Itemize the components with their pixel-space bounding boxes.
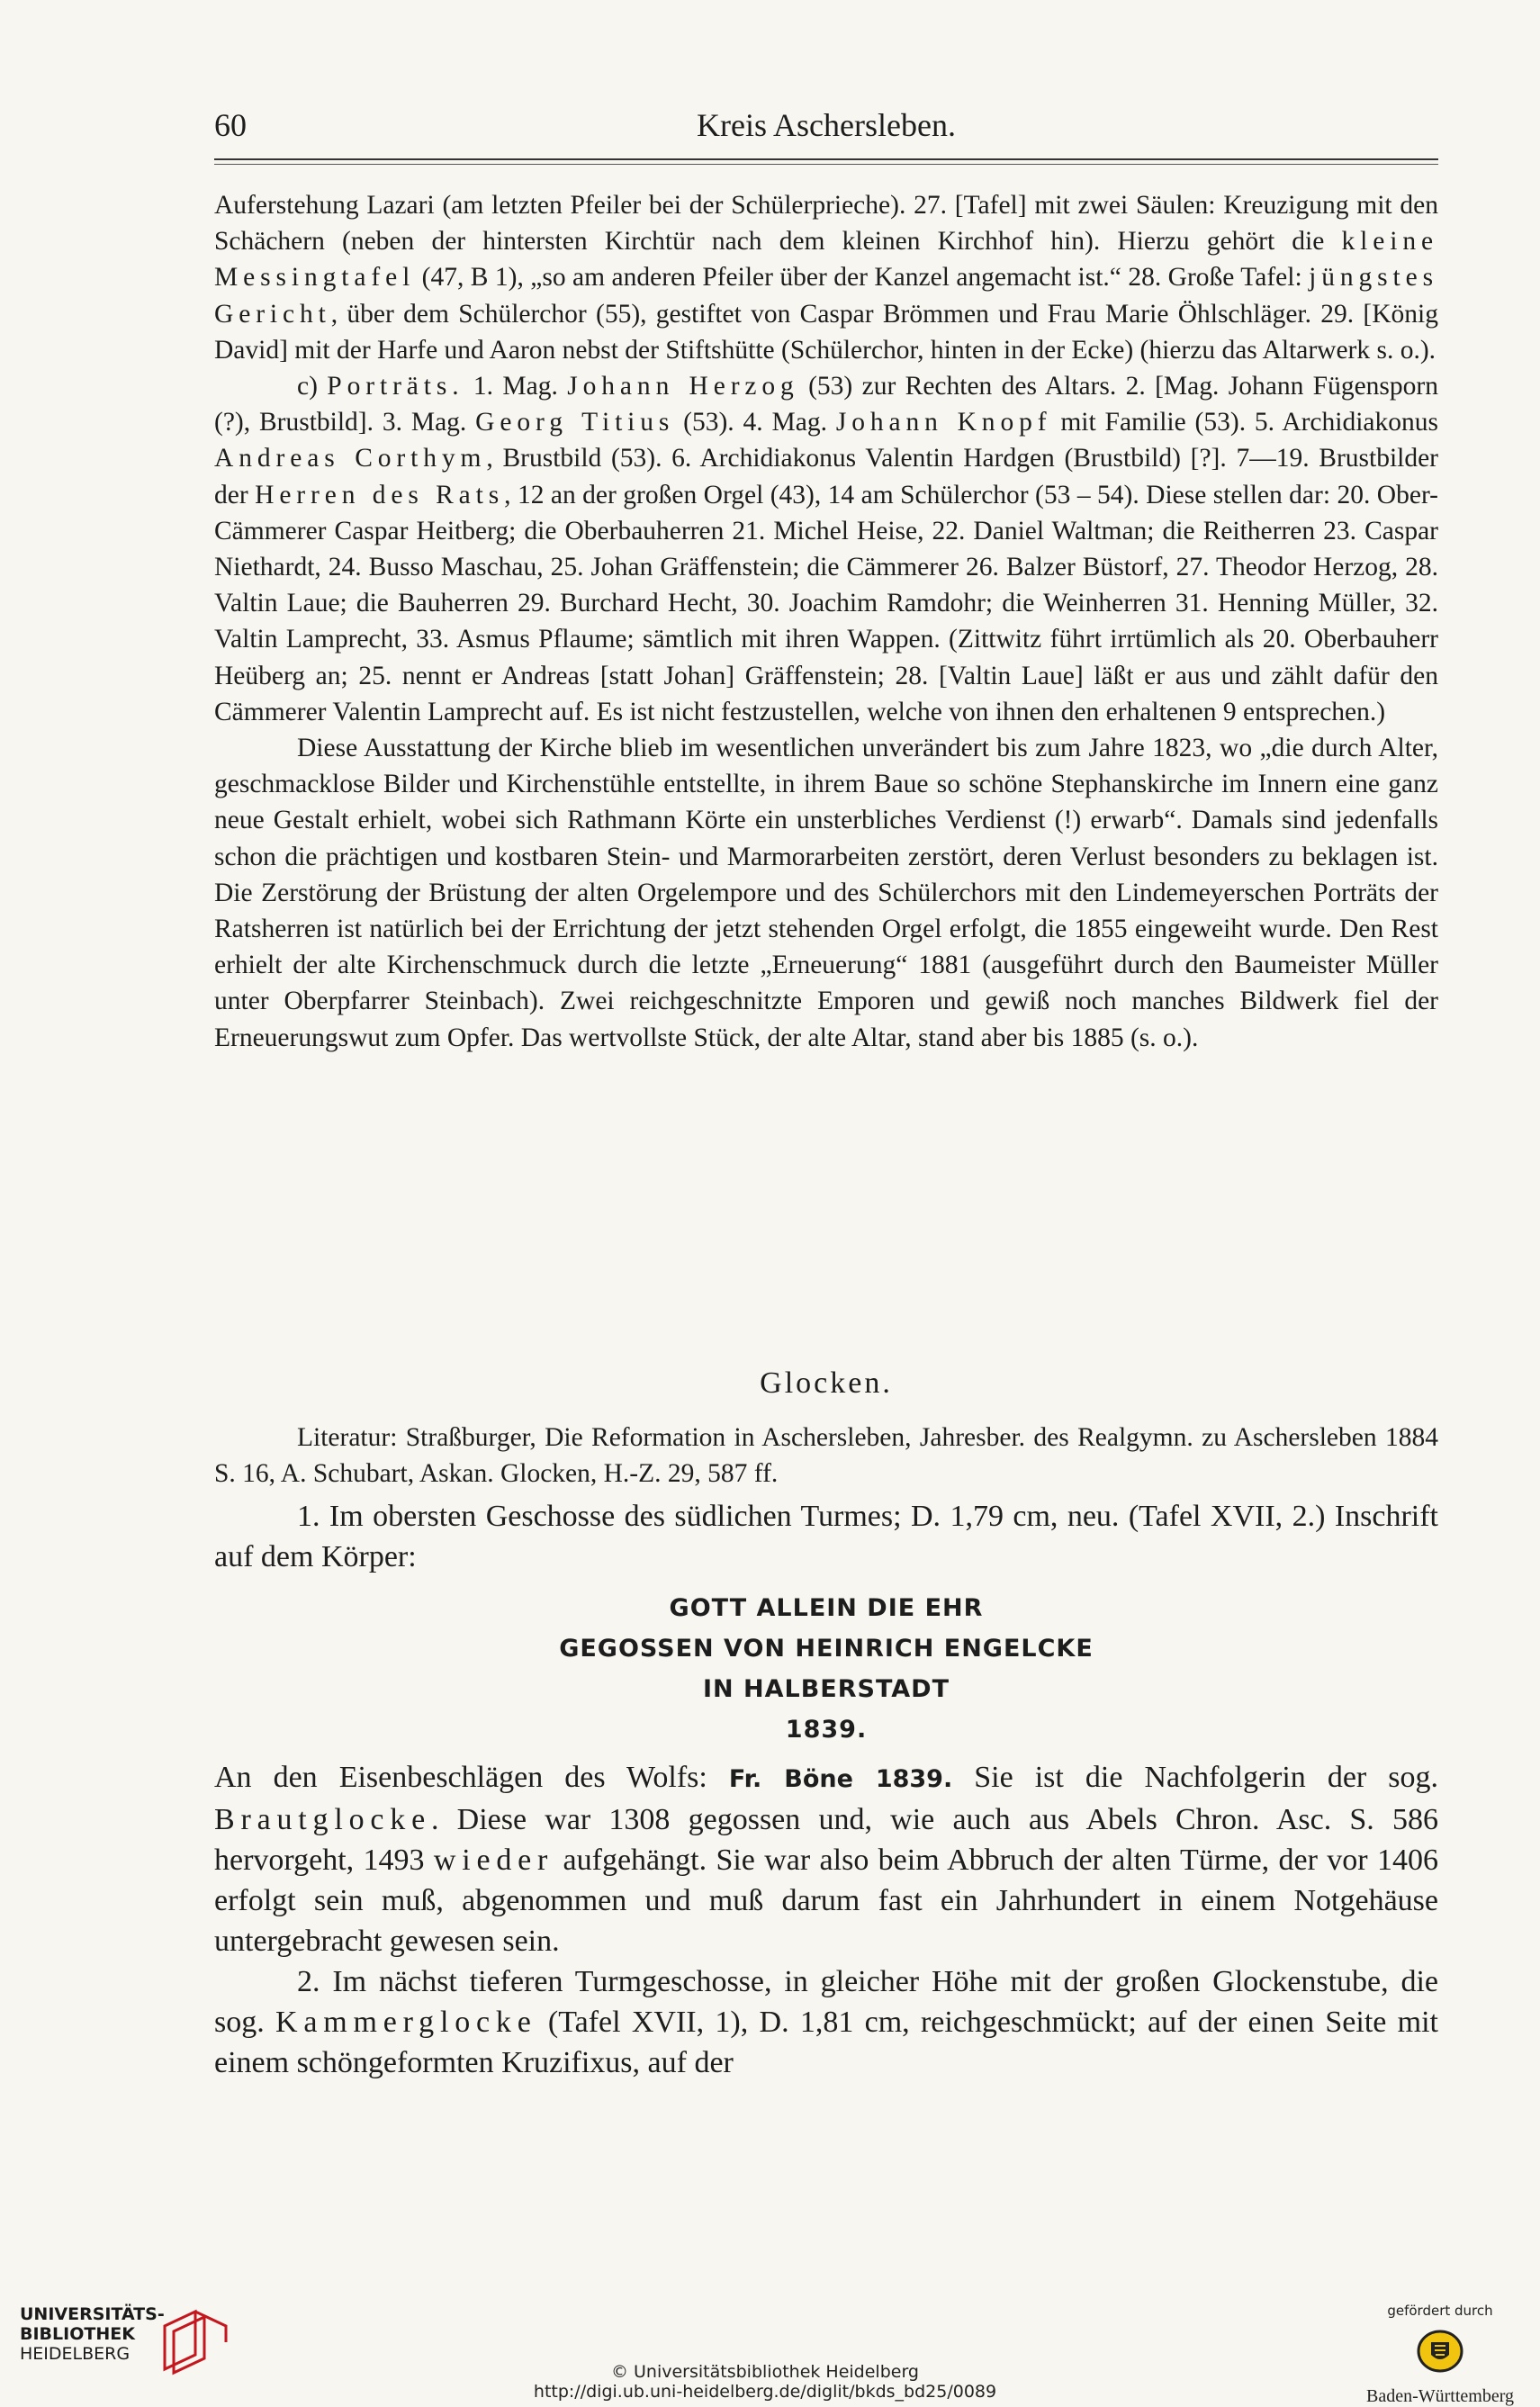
inscription-line: GEGOSSEN VON HEINRICH ENGELCKE: [559, 1635, 1094, 1663]
header-rule-thin: [214, 164, 1438, 165]
library-logo-icon: [159, 2306, 231, 2378]
source-url[interactable]: http://digi.ub.uni-heidelberg.de/diglit/bkds_bd25/0089: [533, 2382, 997, 2402]
inscription-line: 1839.: [785, 1716, 868, 1744]
bell1-intro-paragraph: 1. Im obersten Geschosse des südlichen Turmes; D. 1,79 cm, neu. (Tafel XVII, 2.) Inschrift auf dem Körper:: [214, 1500, 1438, 1573]
library-branding: [20, 2304, 218, 2385]
bell1-paragraph: An den Eisenbeschlägen des Wolfs: Fr. Böne 1839. Sie ist die Nachfolgerin der sog. Brautglocke. Diese war 1308 gegossen und, wie auch aus Abels Chron. Asc. S. 586 hervorgeht, 1493 wieder aufgehängt. Sie war also beim Abbruch der alten Türme, der vor 1406 erfolgt sein muß, abgenommen und muß darum fast ein Jahrhundert in einem Notgehäuse untergebracht gewesen sein.: [214, 1761, 1438, 1958]
copyright-notice: © Universitätsbibliothek Heidelberg: [610, 2362, 919, 2382]
bell1-intro: [214, 1496, 1438, 1577]
page-number: 60: [214, 107, 247, 143]
funded-by-label: gefördert durch: [1387, 2303, 1493, 2319]
page-header: [214, 106, 1438, 153]
running-title: Kreis Aschersleben.: [697, 107, 956, 143]
main-text-section: [214, 187, 1438, 1056]
bell-descriptions: [214, 1757, 1438, 2083]
funder-name: Baden-Württemberg: [1365, 2386, 1514, 2406]
coat-of-arms-icon: [1413, 2324, 1467, 2378]
paragraph-ausstattung: Diese Ausstattung der Kirche blieb im wesentlichen unverändert bis zum Jahre 1823, wo „die durch Alter, geschmacklose Bilder und Kirchenstühle entstellte, in ihrem Baue so schöne Stephanskirche im Innern eine ganz neue Gestalt erhielt, wobei sich Rathmann Körte ein unsterbliches Verdienst (!) erwarb“. Damals sind jedenfalls schon die prächtigen und kostbaren Stein- und Marmorarbeiten zerstört, deren Verlust besonders zu beklagen ist. Die Zerstörung der Brüstung der alten Orgelempore und des Schülerchors mit den Lindemeyerschen Porträts der Ratsherren ist natürlich bei der Errichtung der jetzt stehenden Orgel erfolgt, die 1855 eingeweiht wurde. Den Rest erhielt der alte Kirchenschmuck durch die letzte „Erneuerung“ 1881 (ausgeführt durch den Baumeister Müller unter Oberpfarrer Steinbach). Zwei reichgeschnitzte Emporen und gewiß noch manches Bildwerk fiel der Erneuerungswut zum Opfer. Das wertvollste Stück, der alte Altar, stand aber bis 1885 (s. o.).: [214, 734, 1438, 1052]
section-heading-glocken: Glocken.: [760, 1366, 893, 1400]
funder-branding: [1350, 2303, 1530, 2407]
literature-paragraph: Literatur: Straßburger, Die Reformation in Aschersleben, Jahresber. des Realgymn. zu Aschersleben 1884 S. 16, A. Schubart, Askan. Glocken, H.-Z. 29, 587 ff.: [214, 1423, 1438, 1488]
inscription-line: GOTT ALLEIN DIE EHR: [669, 1594, 984, 1622]
literature-note: [214, 1420, 1438, 1492]
bell2-paragraph: 2. Im nächst tieferen Turmgeschosse, in gleicher Höhe mit der großen Glockenstube, die sog. Kammerglocke (Tafel XVII, 1), D. 1,81 cm, reichgeschmückt; auf der einen Seite mit einem schöngeformten Kruzifixus, auf der: [214, 1965, 1439, 2079]
library-name: UNIVERSITÄTS- BIBLIOTHEK HEIDELBERG: [20, 2304, 165, 2364]
paragraph-portraets: c) Porträts. 1. Mag. Johann Herzog (53) zur Rechten des Altars. 2. [Mag. Johann Fügensporn (?), Brustbild]. 3. Mag. Georg Titius (53). 4. Mag. Johann Knopf mit Familie (53). 5. Archidiakonus Andreas Corthym, Brustbild (53). 6. Archidiakonus Valentin Hardgen (Brustbild) [?]. 7—19. Brustbilder der Herren des Rats, 12 an der großen Orgel (43), 14 am Schülerchor (53 – 54). Diese stellen dar: 20. Ober-Cämmerer Caspar Heitberg; die Oberbauherren 21. Michel Heise, 22. Daniel Waltman; die Reitherren 23. Caspar Niethardt, 24. Busso Maschau, 25. Johan Gräffenstein; die Cämmerer 26. Balzer Büstorf, 27. Theodor Herzog, 28. Valtin Laue; die Bauherren 29. Burchard Hecht, 30. Joachim Ramdohr; die Weinherren 31. Henning Müller, 32. Valtin Lamprecht, 33. Asmus Pflaume; sämtlich mit ihren Wappen. (Zittwitz führt irrtümlich als 20. Oberbauherr Heüberg an; 25. nennt er Andreas [statt Johan] Gräffenstein; 28. [Valtin Laue] läßt er aus und zählt dafür den Cämmerer Valentin Lamprecht auf. Es ist nicht festzustellen, welche von ihnen den erhaltenen 9 entsprechen.): [214, 372, 1439, 726]
bell-inscription: [214, 1588, 1438, 1750]
footer-credits: [450, 2362, 1080, 2402]
header-rule: [214, 158, 1438, 160]
paragraph-tafeln: Auferstehung Lazari (am letzten Pfeiler bei der Schülerprieche). 27. [Tafel] mit zwei Säulen: Kreuzigung mit den Schächern (neben der hintersten Kirchtür nach dem kleinen Kirchhof hin). Hierzu gehört die kleine Messingtafel (47, B 1), „so am anderen Pfeiler über der Kanzel angemacht ist.“ 28. Große Tafel: jüngstes Gericht, über dem Schülerchor (55), gestiftet von Caspar Brömmen und Frau Marie Öhlschläger. 29. [König David] mit der Harfe und Aaron nebst der Stiftshütte (Schülerchor, hinten in der Ecke) (hierzu das Altarwerk s. o.).: [214, 191, 1438, 365]
inscription-line: IN HALBERSTADT: [702, 1675, 950, 1703]
